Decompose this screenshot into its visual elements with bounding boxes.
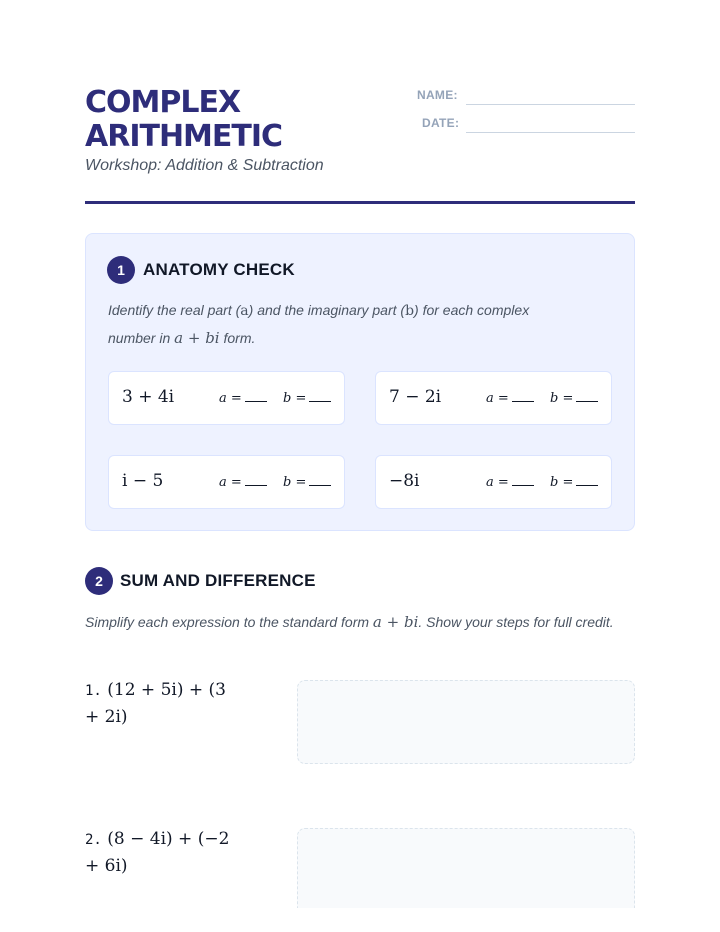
b-label: b = [550, 475, 574, 490]
imag-part-answer[interactable] [550, 475, 598, 490]
date-row [415, 116, 635, 136]
b-label: b = [283, 391, 307, 406]
instr-text: Simplify each expression to the standard form [85, 614, 373, 630]
complex-card [108, 371, 345, 425]
symbol-a: a [240, 303, 249, 319]
section-1-badge: 1 [107, 256, 135, 284]
answer-blank[interactable] [245, 391, 267, 402]
student-info [85, 0, 635, 140]
imag-part-answer[interactable] [283, 391, 331, 406]
answer-blank[interactable] [576, 391, 598, 402]
answer-blank[interactable] [309, 475, 331, 486]
page-subtitle: Workshop: Addition & Subtraction [85, 157, 324, 174]
problem-number: 2. [85, 832, 102, 848]
section-anatomy-check [85, 233, 635, 531]
answer-blank[interactable] [576, 475, 598, 486]
b-label: b = [550, 391, 574, 406]
instr-text: form. [219, 330, 256, 346]
a-label: a = [486, 475, 509, 490]
answer-blank[interactable] [309, 391, 331, 402]
date-field[interactable] [466, 132, 635, 133]
answer-blank[interactable] [245, 475, 267, 486]
form-expression: a + bi [174, 329, 220, 347]
work-area-2[interactable] [297, 828, 635, 908]
b-label: b = [283, 475, 307, 490]
problem-1 [85, 677, 265, 730]
instr-text: . Show your steps for full credit. [418, 614, 614, 630]
section-1-instructions [108, 297, 608, 352]
real-part-answer[interactable] [219, 475, 267, 490]
section-2-badge: 2 [85, 567, 113, 595]
instr-text: ) and the imaginary part ( [248, 302, 406, 318]
complex-number: i − 5 [122, 471, 164, 491]
title-line-1: COMPLEX [85, 85, 241, 120]
complex-number: −8i [389, 471, 420, 491]
answer-blank[interactable] [512, 391, 534, 402]
form-expression: a + bi [372, 613, 419, 631]
imag-part-answer[interactable] [550, 391, 598, 406]
answer-blank[interactable] [512, 475, 534, 486]
work-area-1[interactable] [297, 680, 635, 764]
real-part-answer[interactable] [486, 475, 534, 490]
imag-part-answer[interactable] [283, 475, 331, 490]
real-part-answer[interactable] [486, 391, 534, 406]
instr-text: Identify the real part ( [108, 302, 241, 318]
section-2-instructions [85, 610, 630, 634]
problem-expression-line-1: (12 + 5i) + (3 [107, 680, 226, 700]
symbol-b: b [405, 303, 415, 319]
a-label: a = [219, 475, 242, 490]
date-label: DATE: [422, 116, 460, 130]
a-label: a = [219, 391, 242, 406]
real-part-answer[interactable] [219, 391, 267, 406]
complex-card [375, 371, 612, 425]
problem-number: 1. [85, 683, 102, 699]
problem-expression-line-2: + 2i) [85, 707, 128, 727]
problem-2 [85, 826, 265, 879]
name-label: NAME: [417, 88, 458, 102]
a-label: a = [486, 391, 509, 406]
header-divider [85, 201, 635, 204]
complex-number: 7 − 2i [389, 387, 442, 407]
problem-expression-line-1: (8 − 4i) + (−2 [107, 829, 230, 849]
complex-card [108, 455, 345, 509]
complex-number: 3 + 4i [122, 387, 175, 407]
complex-card [375, 455, 612, 509]
name-row [415, 88, 635, 108]
instr-text: number in [108, 330, 175, 346]
section-1-title: ANATOMY CHECK [143, 260, 295, 279]
name-field[interactable] [466, 104, 635, 105]
problem-expression-line-2: + 6i) [85, 856, 128, 876]
section-2-title: SUM AND DIFFERENCE [120, 571, 316, 590]
instr-text: ) for each complex [414, 302, 530, 318]
title-line-2: ARITHMETIC [85, 119, 283, 154]
